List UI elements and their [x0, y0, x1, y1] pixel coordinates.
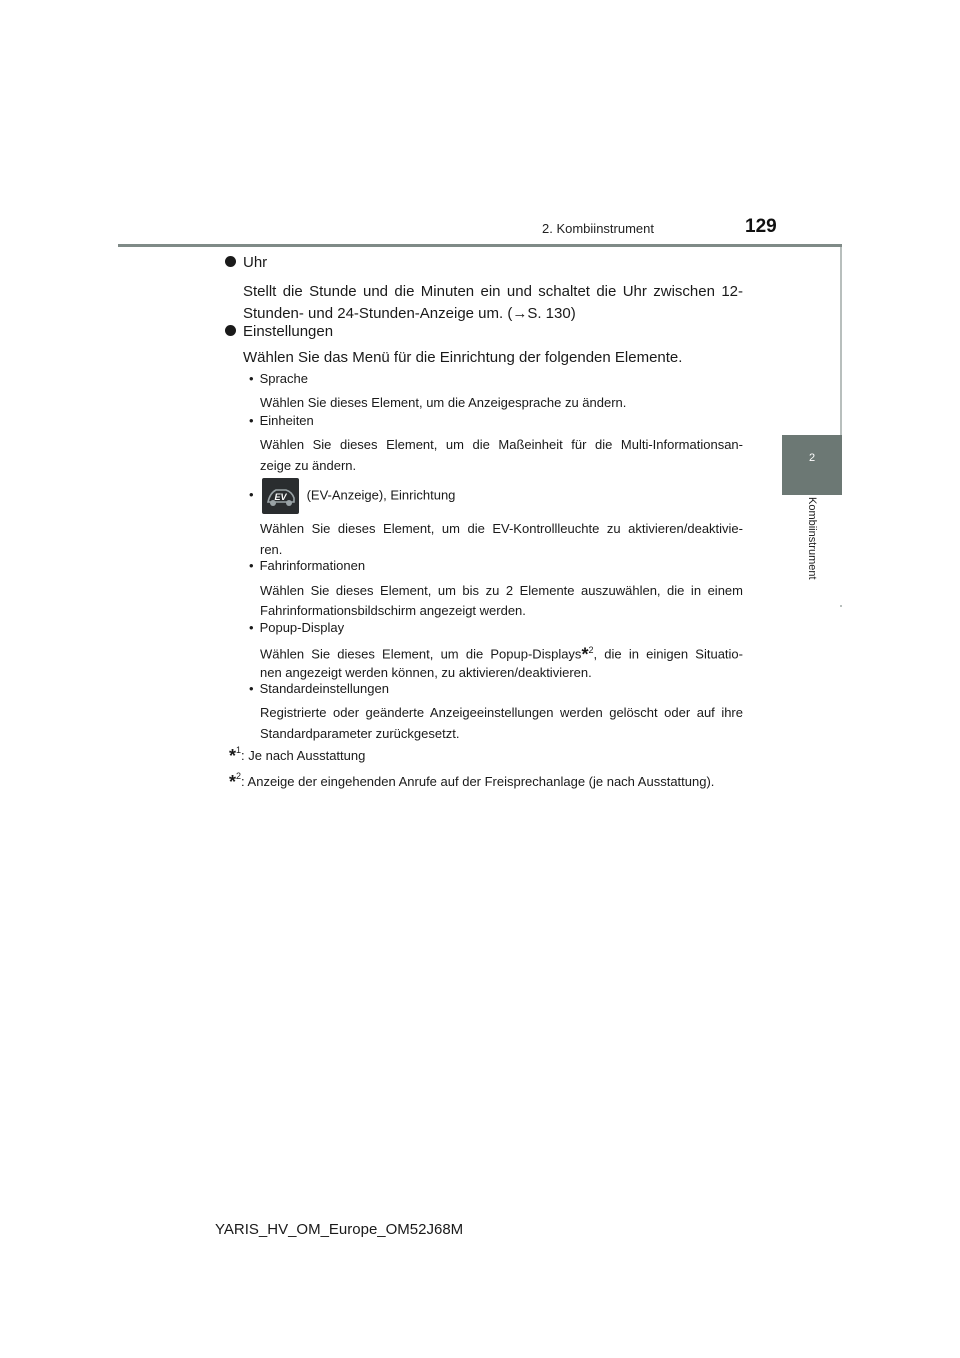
section-einstellungen-heading — [225, 323, 333, 340]
item-popup-text-line2: nen angezeigt werden können, zu aktivieren/deaktivieren. — [260, 665, 592, 680]
item-ev-text-line1: Wählen Sie dieses Element, um die EV-Kontrollleuchte zu aktivieren/deaktivie- — [260, 521, 743, 536]
item-sprache — [249, 371, 308, 386]
item-fahrinfo — [249, 558, 365, 573]
section-uhr-text-line1: Stellt die Stunde und die Minuten ein und schaltet die Uhr zwischen 12- — [243, 283, 743, 300]
footnote-mark: * — [229, 772, 237, 792]
footnote-2 — [229, 771, 714, 793]
item-popup-text-b: , die in einigen Situatio- — [593, 646, 743, 662]
side-tab-number-box — [782, 435, 842, 495]
item-sprache-text: Wählen Sie dieses Element, um die Anzeigesprache zu ändern. — [260, 395, 627, 410]
item-einheiten-text-line2: zeige zu ändern. — [260, 458, 357, 473]
header-rule — [118, 244, 842, 247]
item-standard-title: Standardeinstellungen — [259, 681, 389, 696]
bullet-icon — [225, 325, 236, 336]
side-tab-number: 2 — [808, 452, 816, 464]
ev-indicator-icon — [262, 478, 299, 514]
item-standard-text-line2: Standardparameter zurückgesetzt. — [260, 726, 460, 741]
section-einstellungen-text: Wählen Sie das Menü für die Einrichtung der folgenden Elemente. — [243, 349, 683, 366]
item-popup-title: Popup-Display — [259, 620, 345, 635]
small-bullet-icon: • — [249, 413, 254, 428]
item-ev-title: (EV-Anzeige), Einrichtung — [306, 487, 456, 503]
section-uhr-title: Uhr — [243, 254, 268, 271]
item-standard — [249, 681, 389, 696]
small-bullet-icon: • — [249, 620, 254, 635]
small-bullet-icon: • — [249, 487, 254, 503]
footnote-number: 1 — [236, 745, 242, 755]
item-standard-text-line1: Registrierte oder geänderte Anzeigeeinstellungen werden gelöscht oder auf ihre — [260, 705, 743, 720]
item-popup-sup: 2 — [588, 645, 594, 655]
footnote-1 — [229, 745, 365, 767]
small-bullet-icon: • — [249, 558, 254, 573]
item-fahrinfo-title: Fahrinformationen — [259, 558, 366, 573]
model-code: YARIS_HV_OM_Europe_OM52J68M — [215, 1221, 464, 1238]
item-einheiten-text-line1: Wählen Sie dieses Element, um die Maßeinheit für die Multi-Informationsan- — [260, 437, 743, 452]
side-tab-label: Kombiinstrument — [806, 497, 818, 580]
item-sprache-title: Sprache — [259, 371, 308, 386]
item-fahrinfo-text-line1: Wählen Sie dieses Element, um bis zu 2 Elemente auszuwählen, die in einem — [260, 583, 743, 598]
chapter-title: 2. Kombiinstrument — [542, 221, 654, 236]
page-number: 129 — [745, 216, 777, 237]
side-tab-label-box — [782, 495, 842, 605]
item-popup — [249, 620, 344, 635]
ev-icon-text: EV — [274, 492, 287, 502]
item-popup-text-a: Wählen Sie dieses Element, um die Popup-Displays — [260, 646, 582, 662]
small-bullet-icon: • — [249, 681, 254, 696]
item-ev-text-line2: ren. — [260, 542, 283, 557]
item-ev — [249, 478, 455, 514]
footnote-number: 2 — [236, 771, 242, 781]
section-uhr-text-line2: Stunden- und 24-Stunden-Anzeige um. (→S. 130) — [243, 305, 576, 322]
item-einheiten — [249, 413, 314, 428]
bullet-icon — [225, 256, 236, 267]
footnote-star-icon: * — [581, 644, 589, 665]
footnote-text: : Anzeige der eingehenden Anrufe auf der Freisprechanlage (je nach Ausstattung). — [241, 774, 715, 789]
footnote-text: : Je nach Ausstattung — [241, 748, 366, 763]
small-bullet-icon: • — [249, 371, 254, 386]
item-fahrinfo-text-line2: Fahrinformationsbildschirm angezeigt werden. — [260, 603, 526, 618]
footnote-mark: * — [229, 746, 237, 766]
section-einstellungen-title: Einstellungen — [243, 323, 334, 340]
section-uhr-heading — [225, 254, 267, 271]
item-einheiten-title: Einheiten — [259, 413, 314, 428]
